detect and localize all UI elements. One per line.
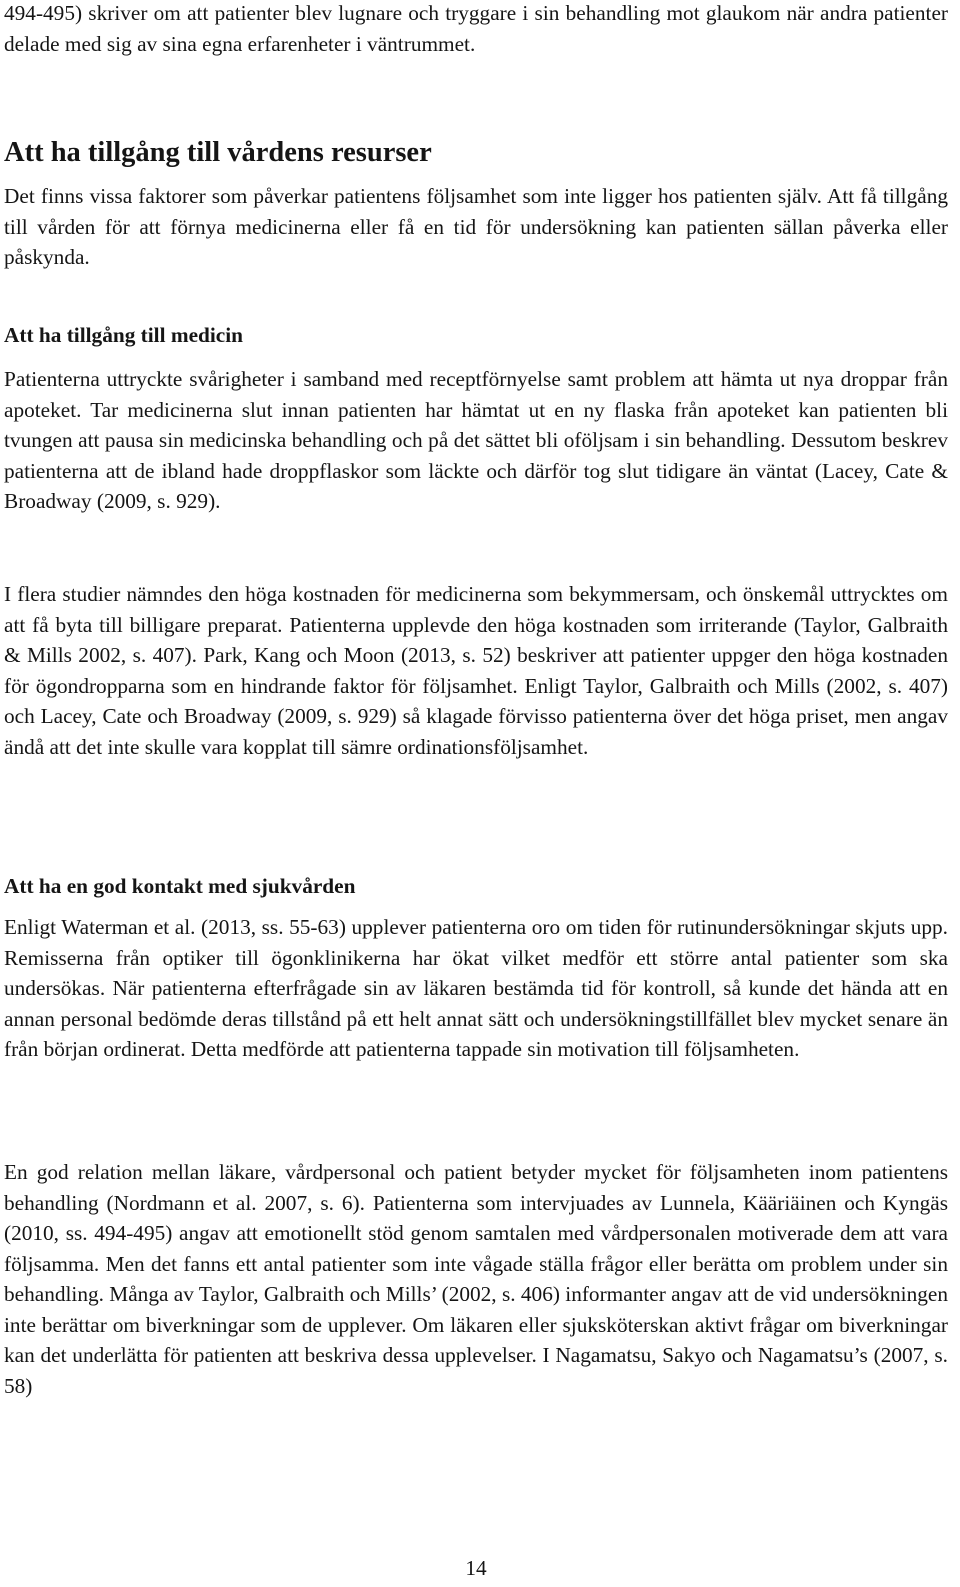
paragraph-medicin-2: I flera studier nämndes den höga kostnaden för medicinerna som bekymmersam, och önskemål uttrycktes om att få byta till billigare preparat. Patienterna upplevde den höga kostnaden som irriterande (Taylor, Galbraith & Mills 2002, s. 407). Park, Kang och Moon (2013, s. 52) beskriver att patienter uppger den höga kostnaden för ögondropparna som en hindrande faktor för följsamhet. Enligt Taylor, Galbraith och Mills (2002, s. 407) och Lacey, Cate och Broadway (2009, s. 929) så klagade förvisso patienterna över det höga priset, men angav ändå att det inte skulle vara kopplat till sämre ordinationsföljsamhet.	[4, 582, 948, 759]
page-number: 14	[465, 1556, 487, 1580]
heading-resurser: Att ha tillgång till vårdens resurser	[4, 137, 432, 168]
paragraph-kontakt-2: En god relation mellan läkare, vårdpersonal och patient betyder mycket för följsamheten inom patientens behandling (Nordmann et al. 2007, s. 6). Patienterna som intervjuades av Lunnela, Kääriäinen och Kyngäs (2010, ss. 494-495) angav att emotionellt stöd genom samtalen med vårdpersonalen motiverade dem att vara följsamma. Men det fanns ett antal patienter som inte vågade ställa frågor eller berätta om problem under sin behandling. Många av Taylor, Galbraith och Mills’ (2002, s. 406) informanter angav att de vid undersökningen inte berättar om biverkningar som de upplever. Om läkaren eller sjuksköterskan aktivt frågar om biverkningar kan det underlätta för patienten att beskriva dessa upplevelser. I Nagamatsu, Sakyo och Nagamatsu’s (2007, s. 58)	[4, 1160, 948, 1398]
paragraph-kontakt-1: Enligt Waterman et al. (2013, ss. 55-63) upplever patienterna oro om tiden för rutinundersökningar skjuts upp. Remisserna från optiker till ögonklinikerna har ökat vilket medför ett större antal patienter som ska undersökas. När patienterna efterfrågade sin av läkaren bestämda tid för kontroll, så kunde det hända att en annan personal bedömde deras tillstånd på ett helt annat sätt och undersökningstillfället blev mycket senare än från början ordinerat. Detta medförde att patienterna tappade sin motivation till följsamheten.	[4, 915, 948, 1061]
paragraph-intro-continued: 494-495) skriver om att patienter blev lugnare och tryggare i sin behandling mot glaukom när andra patienter delade med sig av sina egna erfarenheter i väntrummet.	[4, 1, 948, 56]
paragraph-resurser: Det finns vissa faktorer som påverkar patientens följsamhet som inte ligger hos patienten själv. Att få tillgång till vården för att förnya medicinerna eller få en tid för undersökning kan patienten sällan påverka eller påskynda.	[4, 184, 948, 269]
heading-kontakt: Att ha en god kontakt med sjukvården	[4, 874, 356, 898]
heading-medicin: Att ha tillgång till medicin	[4, 323, 243, 347]
paragraph-medicin-1: Patienterna uttryckte svårigheter i samband med receptförnyelse samt problem att hämta ut nya droppar från apoteket. Tar medicinerna slut innan patienten har hämtat ut en ny flaska från apoteket kan patienten bli tvungen att pausa sin medicinska behandling och på det sättet bli oföljsam i sin behandling. Dessutom beskrev patienterna att de ibland hade droppflaskor som läckte och därför tog slut tidigare än väntat (Lacey, Cate & Broadway (2009, s. 929).	[4, 367, 948, 513]
